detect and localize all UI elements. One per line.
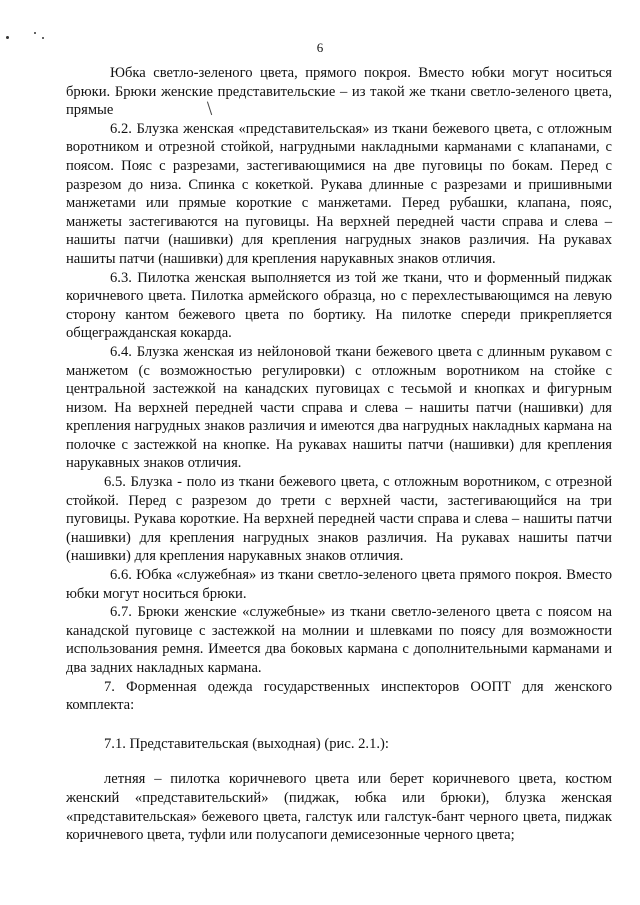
paragraph-6-6: 6.6. Юбка «служебная» из ткани светло-зеленого цвета прямого покроя. Вместо юбки могут носиться брюки.	[66, 567, 612, 602]
paragraph-skirt: Юбка светло-зеленого цвета, прямого покроя. Вместо юбки могут носиться брюки. Брюки женские представительские – из такой же ткани светло-зеленого цвета, прямые	[66, 65, 612, 119]
paragraph-6-2: 6.2. Блузка женская «представительская» из ткани бежевого цвета, с отложным воротником и отрезной стойкой, нагрудными накладными карманами с клапанами, с поясом. Пояс с разрезами, застегивающимися на две пуговицы по бокам. Перед с разрезом до низа. Спинка с кокеткой. Рукава длинные с разрезами и пришивными манжетами или прямые короткие с манжетами. Перед рубашки, клапана, пояс, манжеты застегиваются на пуговицы. На верхней передней части справа и слева – нашиты патчи (нашивки) для крепления нагрудных знаков различия. На рукавах нашиты патчи (нашивки) для крепления нарукавных знаков отличия.	[66, 120, 612, 267]
paragraph-7-1: 7.1. Представительская (выходная) (рис. 2.1.):	[104, 735, 389, 752]
document-body	[66, 64, 612, 845]
page-number: 6	[316, 40, 324, 55]
paragraph-7: 7. Форменная одежда государственных инспекторов ООПТ для женского комплекта:	[66, 678, 612, 714]
paragraph-6-5: 6.5. Блузка - поло из ткани бежевого цвета, с отложным воротником, с отрезной стойкой. Перед с разрезом до трети с верхней части, застегивающийся на три пуговицы. Рукава короткие. На верхней передней части справа и слева – нашиты патчи (нашивки) для крепления нагрудных знаков различия. На рукавах нашиты патчи (нашивки) для крепления нарукавных знаков отличия.	[66, 474, 612, 565]
paragraph-6-3: 6.3. Пилотка женская выполняется из той же ткани, что и форменный пиджак коричневого цвета. Пилотка армейского образца, но с перехлестывающимся на левую сторону кантом бежевого цвета по бортику. На пилотке спереди прикрепляется общегражданская кокарда.	[66, 269, 612, 342]
paragraph-6-7: 6.7. Брюки женские «служебные» из ткани светло-зеленого цвета с поясом на канадской пуговице с застежкой на молнии и шлевками по поясу для возможности использования ремня. Имеется два боковых кармана с дополнительными карманами и два задних накладных кармана.	[66, 604, 612, 676]
paragraph-6-4: 6.4. Блузка женская из нейлоновой ткани бежевого цвета с длинным рукавом с манжетом (с возможностью регулировки) с отложным воротником на стойке с центральной застежкой на канадских пуговицах с тесьмой и кнопках и фигурным низом. На верхней передней части справа и слева – нашиты патчи (нашивки) для крепления нагрудных знаков различия и имеются два нагрудных накладных кармана на полочке с застежкой на кнопке. На рукавах нашиты патчи (нашивки) для крепления нарукавных знаков отличия.	[66, 343, 612, 472]
paragraph-summer: летняя – пилотка коричневого цвета или берет коричневого цвета, костюм женский «представительский» (пиджак, юбка или брюки), блузка женская «представительская» бежевого цвета, галстук или галстук-бант черного цвета, пиджак коричневого цвета, туфли или полусапоги демисезонные черного цвета;	[66, 771, 612, 844]
